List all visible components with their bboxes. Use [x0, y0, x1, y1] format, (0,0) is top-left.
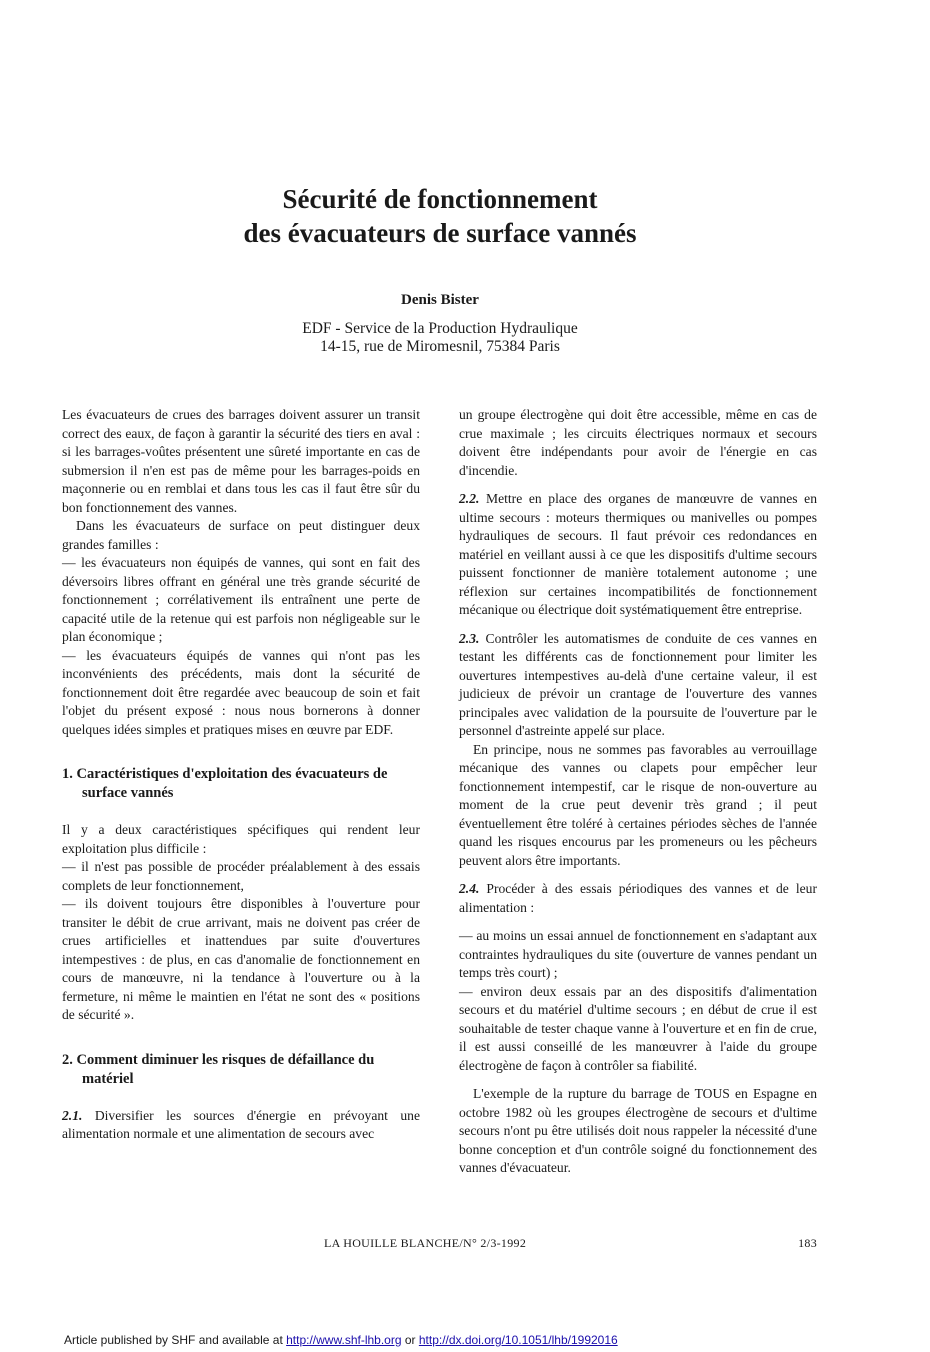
publication-separator: or: [401, 1333, 419, 1347]
paragraph-text: Diversifier les sources d'énergie en prévoyant une alimentation normale et une alimentation de secours avec: [62, 1107, 420, 1141]
subsection-number: 2.2.: [459, 491, 480, 506]
affiliation-line-1: EDF - Service de la Production Hydraulique: [302, 320, 578, 337]
subsection-number: 2.4.: [459, 881, 480, 896]
subsection-number: 2.3.: [459, 630, 480, 646]
author-name: Denis Bister: [401, 292, 479, 308]
paragraph-text: Mettre en place des organes de manœuvre de vannes en ultime secours : moteurs thermiques ou manivelles ou pompes hydrauliques de secours. Il faut prévoir ces redondances en matériel en veillant aussi à ce que les dispositifs d'ultime secours puissent fonctionner de manière totalement autonome ; une réflexion sur certaines incompatibilités de fonctionnement mécanique ou électrique doit systématiquement être entreprise.: [459, 491, 817, 617]
shf-link[interactable]: http://www.shf-lhb.org: [286, 1333, 402, 1347]
affiliation-line-2: 14-15, rue de Miromesnil, 75384 Paris: [320, 338, 560, 355]
paragraph-text: Procéder à des essais périodiques des vannes et de leur alimentation :: [459, 881, 817, 915]
left-column: [62, 406, 420, 1144]
list-item: — les évacuateurs équipés de vannes qui n'ont pas les inconvénients des précédents, mais dont la sécurité de fonctionnement doit être regardée avec beaucoup de soin et fait l'objet du présent exposé : nous nous bornerons à donner quelques idées simples et pratiques mises en œuvre par EDF.: [62, 647, 420, 737]
list-item: — il n'est pas possible de procéder préalablement à des essais complets de leur fonctionnement,: [62, 859, 420, 893]
publication-prefix: Article published by SHF and available at: [64, 1333, 287, 1347]
paragraph: En principe, nous ne sommes pas favorables au verrouillage mécanique des vannes ou clapets pour empêcher leur fonctionnement intempestif, car le risque de non-ouverture au moment de la crue peut devenir très grand ; il peut éventuellement être toléré à certaines périodes sèches de l'année quand les risques encourus par les promeneurs ou les pêcheurs peuvent alors être importants.: [459, 741, 817, 868]
paragraph: Il y a deux caractéristiques spécifiques qui rendent leur exploitation plus difficile :: [62, 822, 420, 856]
right-column: [459, 406, 817, 1178]
paragraph: [459, 880, 817, 917]
paragraph: un groupe électrogène qui doit être accessible, même en cas de crue maximale ; les circuits électriques normaux et secours doivent être indépendants pour avoir de l'énergie en cas d'incendie.: [459, 407, 817, 478]
section-heading-2: 2. Comment diminuer les risques de défaillance du matériel: [62, 1051, 375, 1087]
paper-title: [0, 182, 880, 250]
section-heading-1: 1. Caractéristiques d'exploitation des évacuateurs de surface vannés: [62, 766, 388, 801]
paragraph: [459, 630, 817, 741]
journal-name: LA HOUILLE BLANCHE/N° 2/3-1992: [324, 1236, 527, 1250]
affiliation: [0, 320, 880, 356]
paragraph: L'exemple de la rupture du barrage de TOUS en Espagne en octobre 1982 où les groupes électrogène de secours et d'ultime secours n'ont pu être utilisés doit nous rappeler la nécessité d'une bonne conception et d'un contrôle soigné du fonctionnement des vannes d'évacuateur.: [459, 1086, 817, 1175]
paragraph: [62, 1107, 420, 1144]
title-line-2: des évacuateurs de surface vannés: [243, 218, 637, 248]
publication-notice: [64, 1333, 618, 1347]
subsection-number: 2.1.: [62, 1107, 83, 1123]
paragraph: Les évacuateurs de crues des barrages doivent assurer un transit correct des eaux, de façon à garantir la sécurité des tiers en aval : si les barrages-voûtes présentent une sûreté importante en cas de submersion il n'en est pas de même pour les barrages-poids en maçonnerie ou en remblai et dans tous les cas il faut être sûr du bon fonctionnement des vannes.: [62, 407, 420, 515]
list-item: — au moins un essai annuel de fonctionnement en s'adaptant aux contraintes hydrauliques du site (ouverture de vannes pendant un temps très court) ;: [459, 928, 817, 980]
title-line-1: Sécurité de fonctionnement: [282, 184, 598, 214]
doi-link[interactable]: http://dx.doi.org/10.1051/lhb/1992016: [418, 1333, 618, 1347]
page-number: 183: [798, 1236, 817, 1250]
list-item: — les évacuateurs non équipés de vannes, qui sont en fait des déversoirs libres offrant en général une très grande sécurité de fonctionnement ; corrélativement ils entraînent une perte de capacité utile de la retenue qui est parfois non négligeable sur le plan économique ;: [62, 555, 420, 644]
paragraph: Dans les évacuateurs de surface on peut distinguer deux grandes familles :: [62, 518, 420, 552]
list-item: — environ deux essais par an des dispositifs d'alimentation secours et du matériel d'ultime secours ; en début de crue il est souhaitable de tester chaque vanne à l'ouverture et en fin de crue, il est aussi conseillé de les manœuvrer à l'aide du groupe électrogène de façon à contrôler sa fiabilité.: [459, 983, 817, 1073]
paragraph: [459, 490, 817, 620]
list-item: — ils doivent toujours être disponibles à l'ouverture pour transiter le débit de crue arrivant, mais ne doivent pas créer de crues artificielles et inattendues par suite d'ouvertures intempestives : de plus, en cas d'anomalie de fonctionnement en cours de manœuvre, ni la tendance à l'ouverture ou à la fermeture, ni même le maintien en l'état ne sont des « positions de sécurité ».: [62, 896, 420, 1022]
paragraph-text: Contrôler les automatismes de conduite de ces vannes en testant les différents cas de fonctionnement pour limiter les ouvertures intempestives au-delà d'une certaine valeur, il est judicieux de prévoir un crantage de l'ouverture des vannes principales avec validation de la poursuite de l'ouverture par le personnel d'astreinte appelé sur place.: [459, 630, 817, 738]
